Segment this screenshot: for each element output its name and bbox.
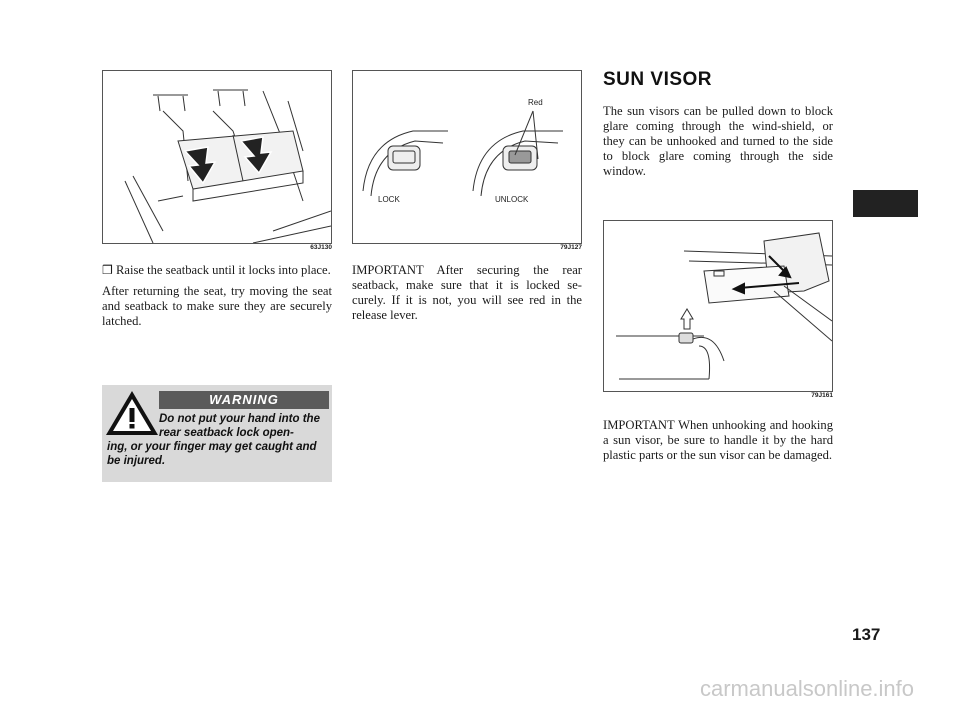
important-seatback: IMPORTANT After securing the rear seatback, make sure that it is locked se-curely. If it is not, you will see red in the release lever. [352, 263, 582, 322]
sun-visor-intro [603, 104, 833, 185]
sun-visor-intro-text: The sun visors can be pulled down to block glare coming through the wind-shield, or they can be unhooked and turned to the side to block glare coming through the side window. [603, 104, 833, 178]
visor-figure [603, 220, 833, 392]
latch-paragraph: After returning the seat, try moving the seat and seatback to make sure they are securely latched. [102, 284, 332, 328]
bullet-marker: ❒ [102, 263, 113, 277]
page-number: 137 [852, 625, 881, 644]
seatback-figure [102, 70, 332, 244]
label-red: Red [528, 98, 543, 107]
important-sun-visor: IMPORTANT When unhooking and hooking a sun visor, be sure to handle it by the hard plastic parts or the sun visor can be damaged. [603, 418, 833, 462]
warning-text-bottom: ing, or your finger may get caught and be injured. [107, 441, 317, 467]
lever-illustration [353, 71, 581, 243]
section-heading: SUN VISOR [603, 69, 713, 90]
seatback-illustration [103, 71, 331, 243]
figure-code-63j130: 63J130 [310, 244, 332, 251]
warning-text-top: Do not put your hand into the rear seatback lock open- [159, 413, 320, 439]
figure-code-79j127: 79J127 [560, 244, 582, 251]
watermark: carmanualsonline.info [700, 676, 915, 701]
visor-illustration [604, 221, 832, 391]
warning-triangle-icon [104, 389, 160, 437]
figure-code-79j161: 79J161 [811, 392, 833, 399]
warning-label: WARNING [159, 391, 329, 409]
bullet-item [102, 263, 332, 278]
middle-column-text [352, 263, 582, 329]
warning-box [102, 385, 332, 482]
label-unlock: UNLOCK [495, 195, 529, 204]
right-column-important [603, 418, 833, 469]
left-column-text [102, 263, 332, 335]
lever-figure [352, 70, 582, 244]
bullet-text: Raise the seatback until it locks into place. [116, 263, 331, 277]
label-lock: LOCK [378, 195, 400, 204]
section-tab [853, 190, 918, 217]
